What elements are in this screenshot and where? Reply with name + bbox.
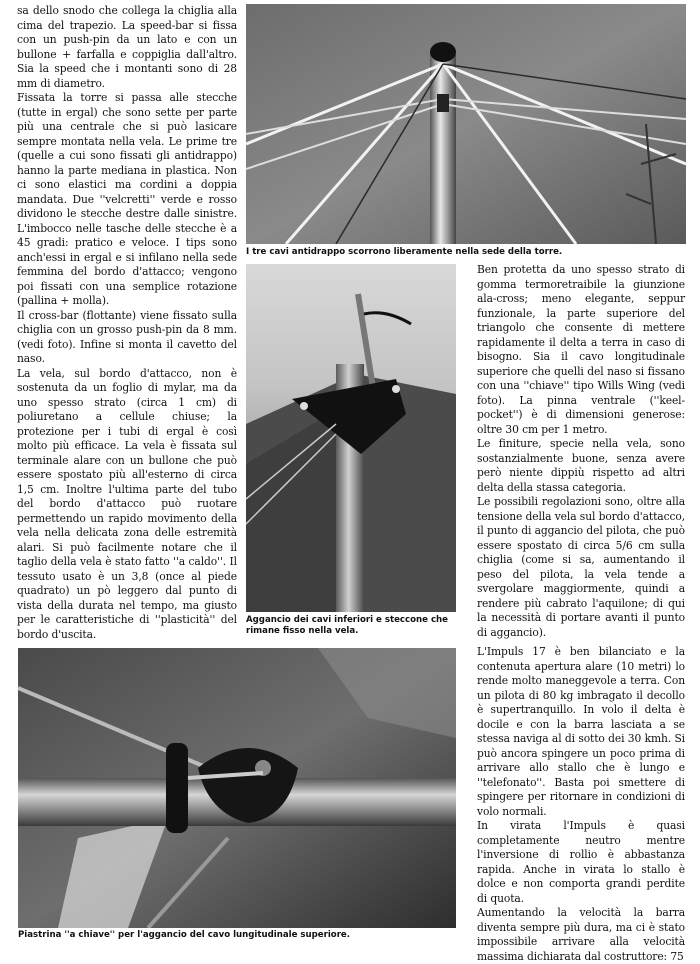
photo-tower-cables bbox=[246, 4, 686, 244]
text-column-right bbox=[477, 263, 685, 640]
paragraph: Le finiture, specie nella vela, sono sostanzialmente buone, senza avere però niente dippiù rispetto ad altri delta della stassa categoria. bbox=[477, 437, 685, 494]
caption-keel: Aggancio dei cavi inferiori e steccone che rimane fisso nella vela. bbox=[246, 615, 448, 636]
paragraph: sa dello snodo che collega la chiglia alla cima del trapezio. La speed-bar si fissa con un push-pin da un lato e con un bullone + farfalla e coppiglia dall'altro. Sia la speed che i montanti sono di 28 mm di diametro. bbox=[17, 4, 237, 90]
photo-keel-attachment bbox=[246, 264, 456, 612]
caption-tower: I tre cavi antidrappo scorrono liberamente nella sede della torre. bbox=[246, 247, 563, 257]
paragraph bbox=[477, 906, 685, 964]
paragraph: Le possibili regolazioni sono, oltre alla tensione della vela sul bordo d'attacco, il punto di aggancio del pilota, che può essere spostato di circa 5/6 cm sulla chiglia (come si sa, aumentando il peso del pilota, la vela tende a svergolare maggiormente, quindi a rendere più cabrato l'aquilone; di qui la necessità di portare avanti il punto di aggancio). bbox=[477, 495, 685, 639]
paragraph: Ben protetta da uno spesso strato di gomma termoretraibile la giunzione ala-cross; meno elegante, seppur funzionale, la parte superiore del triangolo che consente di mettere rapidamente il delta a terra in caso di bisogno. Sia il cavo longitudinale superiore che quelli del naso si fissano con una ''chiave'' tipo Wills Wing (vedi foto). La pinna ventrale (''keel-pocket'') è di dimensioni generose: oltre 30 cm per 1 metro. bbox=[477, 263, 685, 436]
paragraph-text: Aumentando la velocità la barra diventa sempre più dura, ma ci è stato impossibile arrivare alla velocità massima dichiarata dal costruttore: bbox=[477, 906, 685, 963]
paragraph: Fissata la torre si passa alle stecche (tutte in ergal) che sono sette per parte più una centrale che si può lasicare sempre montata nella vela. Le prime tre (quelle a cui sono fissati gli antidrappo) hanno la parte mediana in plastica. Non ci sono elastici ma cordini a doppia mandata. Due ''velcretti'' verde e rosso dividono le stecche destre dalle sinistre. L'imbocco nelle tasche delle stecche è a 45 gradi: pratico e veloce. I tips sono anch'essi in ergal e si infilano nella sede femmina del bordo d'attacco; vengono poi fissati con una semplice rotazione (pallina + molla). bbox=[17, 91, 237, 307]
paragraph: La vela, sul bordo d'attacco, non è sostenuta da un foglio di mylar, ma da uno spesso strato (circa 1 cm) di poliuretano a cellule chiuse; la protezione per i tubi di ergal è così molto più efficace. La vela è fissata sul terminale alare con un bullone che può essere spostato più all'esterno di circa 1,5 cm. Inoltre l'ultima parte del tubo del bordo d'attacco può ruotare permettendo un rapido movimento della vela nella delicata zona delle estremità alari. Si può facilmente notare che il taglio della vela è stato fatto ''a caldo''. Il tessuto usato è un 3,8 (once al piede quadrato) un pò leggero dal punto di vista della durata nel tempo, ma giusto per le caratteristiche di ''plasticità'' del bordo d'uscita. bbox=[17, 366, 237, 641]
paragraph: L'Impuls 17 è ben bilanciato e la contenuta apertura alare (10 metri) lo rende molto maneggevole a terra. Con un pilota di 80 kg imbragato il decollo è supertranquillo. In volo il delta è docile e con la barra lasciata a se stessa naviga al di sotto dei 30 kmh. Si può ancora spingere un poco prima di arrivare allo stallo che è lungo e ''telefonato''. Basta poi smettere di spingere per ritornare in condizioni di volo normali. bbox=[477, 645, 685, 818]
photo-key-plate bbox=[18, 648, 456, 928]
caption-plate: Piastrina ''a chiave'' per l'aggancio del cavo lungitudinale superiore. bbox=[18, 930, 351, 940]
page-number: 75 bbox=[670, 949, 684, 963]
paragraph: In virata l'Impuls è quasi completamente neutro mentre l'inversione di rollio è abbastanza rapida. Anche in virata lo stallo è dolce e non comporta grandi perdite di quota. bbox=[477, 819, 685, 905]
text-column-bottom-right bbox=[477, 645, 685, 964]
paragraph: Il cross-bar (flottante) viene fissato sulla chiglia con un grosso push-pin da 8 mm. (vedi foto). Infine si monta il cavetto del naso. bbox=[17, 308, 237, 365]
text-column-left bbox=[17, 4, 237, 642]
